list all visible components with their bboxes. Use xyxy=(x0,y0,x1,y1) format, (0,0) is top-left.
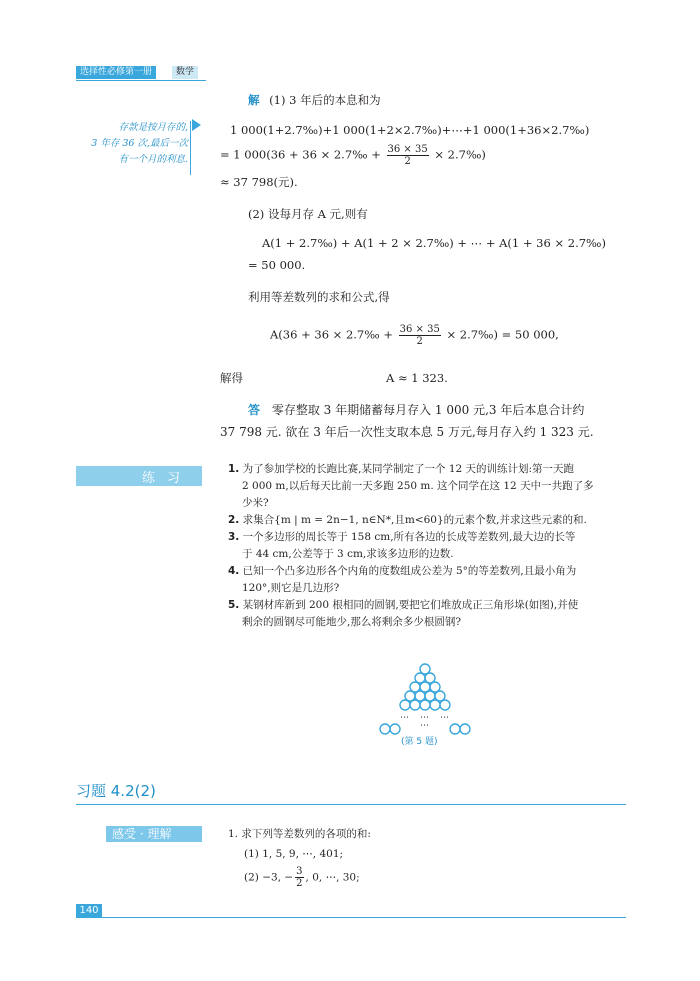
fraction-numerator: 36 × 35 xyxy=(387,144,428,155)
item-text: 某钢材库新到 200 根相同的圆钢,要把它们堆放成正三角形垛(如图),并使 xyxy=(242,599,579,611)
subject-tag: 数学 xyxy=(172,66,198,79)
margin-note-line: 有一个月的利息. xyxy=(118,154,188,165)
exercise-tag: 感受 · 理解 xyxy=(112,827,172,841)
ellipsis-mark: ⋯ xyxy=(420,713,429,723)
equation-part: × 2.7‰) = 50 000, xyxy=(446,327,559,342)
answer-line xyxy=(248,402,584,418)
list-item xyxy=(228,563,628,580)
solution-heading xyxy=(248,92,381,108)
equation-line: A(1 + 2.7‰) + A(1 + 2 × 2.7‰) + ⋯ + A(1 + 36 × 2.7‰) xyxy=(262,236,606,250)
item-text: 2 000 m,以后每天比前一天多跑 250 m. 这个同学在这 12 天中一共跑了多 xyxy=(242,480,594,492)
item-text: 120°,则它是几边形? xyxy=(242,582,340,594)
equation-part: A(36 + 36 × 2.7‰ + xyxy=(270,327,393,342)
exercise-part xyxy=(244,866,360,889)
equation-line xyxy=(270,324,559,347)
list-item xyxy=(228,597,628,614)
item-text: 于 44 cm,公差等于 3 cm,求该多边形的边数. xyxy=(242,548,454,560)
exercise-question: 1. 求下列等差数列的各项的和: xyxy=(228,828,371,840)
practice-label: 练习 xyxy=(142,471,193,486)
answer-text: 零存整取 3 年期储蓄每月存入 1 000 元,3 年后本息合计约 xyxy=(271,403,585,417)
pointer-triangle-icon xyxy=(192,119,201,131)
item-text: 剩余的圆钢尽可能地少,那么将剩余多少根圆钢? xyxy=(242,616,461,628)
margin-note-line: 3 年存 36 次,最后一次 xyxy=(91,138,188,149)
item-number: 5. xyxy=(228,599,240,611)
equation-line: ≈ 37 798(元). xyxy=(220,175,298,189)
header-divider xyxy=(76,80,206,81)
section-title: 习题 4.2(2) xyxy=(76,782,156,800)
item-number: 3. xyxy=(228,531,240,543)
solution-text: 利用等差数列的求和公式,得 xyxy=(248,290,390,304)
equation-part: × 2.7‰) xyxy=(434,147,486,162)
item-text: 一个多边形的周长等于 158 cm,所有各边的长成等差数列,最大边的长等 xyxy=(242,531,576,543)
item-text: 为了参加学校的长跑比赛,某同学制定了一个 12 天的训练计划:第一天跑 xyxy=(242,463,575,475)
ellipsis-mark: ⋯ xyxy=(400,713,409,723)
exercise-part: (1) 1, 5, 9, ⋯, 401; xyxy=(244,848,344,860)
fraction xyxy=(399,324,441,347)
answer-line: 37 798 元. 欲在 3 年后一次性支取本息 5 万元,每月存入约 1 323 元. xyxy=(220,425,594,439)
fraction-numerator: 3 xyxy=(296,866,303,877)
solution-p1-intro: (1) 3 年后的本息和为 xyxy=(269,93,381,107)
item-number: 4. xyxy=(228,565,240,577)
item-text: 求集合{m | m = 2n−1, n∈N*,且m<60}的元素个数,并求这些元素的和. xyxy=(242,514,587,526)
solution-label: 解 xyxy=(248,93,260,107)
fraction xyxy=(295,866,303,889)
ellipsis-mark: ⋯ xyxy=(420,721,429,731)
margin-note-line: 存款是按月存的, xyxy=(118,122,188,133)
equation-part: = 1 000(36 + 36 × 2.7‰ + xyxy=(220,147,381,162)
item-text: 少米? xyxy=(242,497,269,509)
equation-part: , 0, ⋯, 30; xyxy=(305,871,360,884)
book-title-tag: 选择性必修第一册 xyxy=(76,66,156,79)
item-text: 已知一个凸多边形各个内角的度数组成公差为 5°的等差数列,且最小角为 xyxy=(242,565,577,577)
footer-divider xyxy=(102,917,626,918)
equation-line: 1 000(1+2.7‰)+1 000(1+2×2.7‰)+⋯+1 000(1+36×2.7‰) xyxy=(230,123,590,137)
fraction-numerator: 36 × 35 xyxy=(399,324,440,335)
item-number: 1. xyxy=(228,463,240,475)
solve-result: A ≈ 1 323. xyxy=(386,371,448,385)
steel-pile-figure xyxy=(370,660,480,752)
page-number: 140 xyxy=(76,904,102,918)
list-item xyxy=(228,461,628,478)
figure-caption: (第 5 题) xyxy=(401,737,438,747)
equation-line: = 50 000. xyxy=(248,258,306,272)
equation-part: (2) −3, − xyxy=(244,871,294,884)
list-item xyxy=(228,529,628,546)
list-item xyxy=(228,512,628,529)
fraction-denominator: 2 xyxy=(296,878,303,889)
answer-label: 答 xyxy=(248,403,261,417)
practice-list xyxy=(228,461,628,631)
ellipsis-mark: ⋯ xyxy=(440,713,449,723)
solution-p2-intro: (2) 设每月存 A 元,则有 xyxy=(248,207,368,221)
margin-note-bar xyxy=(190,121,191,175)
margin-note xyxy=(76,120,188,168)
solve-label: 解得 xyxy=(220,371,243,385)
section-divider xyxy=(76,804,626,805)
equation-line xyxy=(220,144,486,167)
fraction xyxy=(387,144,429,167)
item-number: 2. xyxy=(228,514,240,526)
fraction-denominator: 2 xyxy=(416,336,423,347)
fraction-denominator: 2 xyxy=(404,156,411,167)
